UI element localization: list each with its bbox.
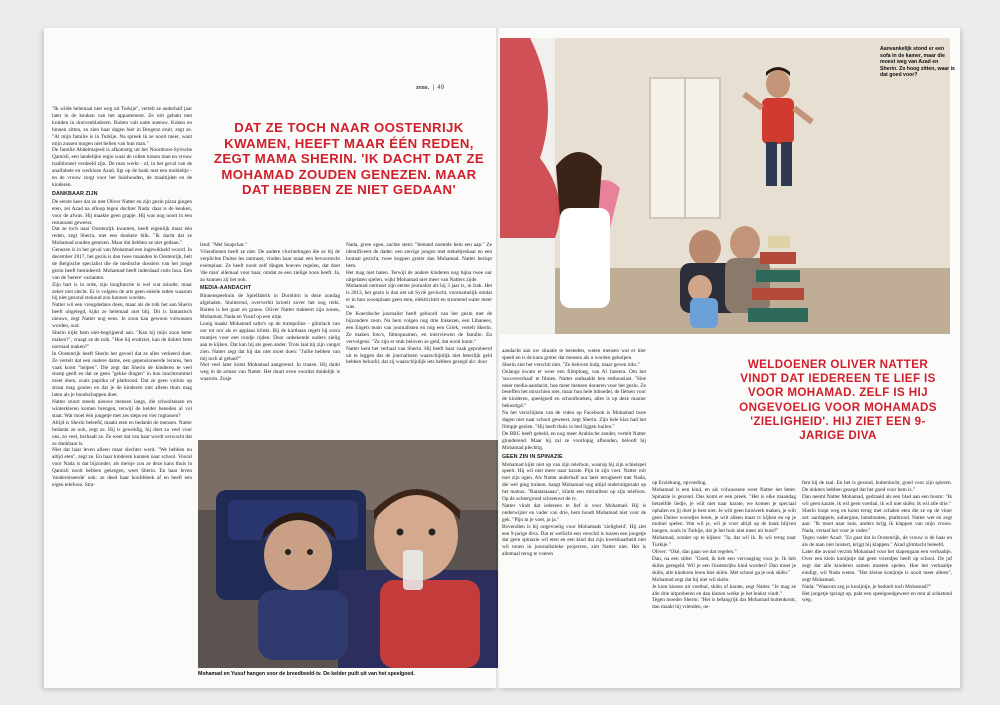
paragraph: De familie Abdelmajeed is afkomstig uit het Noordoost-Syrische Qamisli, een landelijke regio waar de rollen tussen man en vrouw traditioneel verdeeld zijn. De man werkt - of, in het geval van de analfabete en werkloze Azad, ligt op de bank met een mobieltje - en de vrouw zorgt voor het huishouden, de maaltijden en de kinderen.: [52, 147, 192, 188]
paragraph: Niet veel later komt Mohamad aangerend. In tranen. Hij duikt weg in de armen van Natter. Het duurt even voordat duidelijk is waarom. Zusje: [200, 362, 340, 383]
paragraph: Later die avond verzint Mohamad voor het slapengaan een verhaaltje. Over een klein konijntje dat geen vriendjes heeft op school. De juf zegt dat alle kinderen samen moeten spelen. Hoe het verhaaltje eindigt, wil Nada weten. "Het kleine konijntje is nooit meer alleen", zegt Mohamad.: [802, 549, 952, 583]
column-1: [52, 106, 192, 684]
paragraph: Oliver: "Oké, dan gaan we dat regelen.": [652, 549, 737, 556]
paragraph: lend: "Met Snapchat.": [200, 242, 247, 248]
paragraph: Mohamad zegt dat hij niet wil skiën.: [652, 576, 730, 583]
subheading-dankbaar-zijn: DANKBAAR ZIJN: [52, 190, 98, 197]
subheading-media-aandacht: MEDIA-AANDACHT: [200, 285, 252, 292]
caption-right-photo: Aanvankelijk stond er een sofa in de kamer, maar die moest weg van Azad en Sherin. Zo hoog zitten, waar is dat goed voor?: [880, 46, 955, 79]
paragraph: Bovendien is hij ongevoelig voor Mohamads 'zieligheid'. Hij ziet een 9-jarige diva. Dat er wellicht een verschil is tussen een jongetje dat geen spinazie wil eten en een kind dat zijn kwetsbaarheid niet wil tonen in journalistieke projecten, ziet Natter niet. Het is allemaal terug te voeren: [502, 523, 646, 558]
photo-boys-tv: [198, 440, 498, 668]
paragraph: Onlangs kwam er weer een filmploeg, van Al Jazeera. Om het 'succesverhaal' te filmen. Natter onthaalde hen enthousiast. "Hoe meer media-aandacht, hoe meer mensen doneren voor het gezin. Ze beseffen het misschien niet, maar hun hele inboedel, de fietsen voor de kinderen, speelgoed en schoolboeken, alles is op deze manier bekostigd.": [502, 368, 646, 410]
pull-quote-1: DAT ZE TOCH NAAR OOSTENRIJK KWAMEN, HEEFT MAAR ÉÉN REDEN, ZEGT MAMA SHERIN. 'IK DACHT DAT ZE MOHAMAD ZOUDEN GENEZEN. MAAR DAT HEBBEN ZE NIET GEDAAN': [213, 120, 485, 198]
paragraph: Niet dat haar leven alleen maar slechter werd. "We hebben nu altijd eten", zegt ze. En haar kinderen kunnen naar school. Vooral voor Nada is dat bijzonder, als meisje zou ze deze kans thuis in Qamisli nooit hebben gekregen, weet Sherin. En haar leven 'moderniseerde' ook: ze deed haar hoofddoek af en heeft een eigen telefoon. Stra-: [52, 447, 192, 488]
paragraph: Mohamad ontmoet zijn eerste journalist als hij 3 jaar is, in Irak. Het is 2013, het gezin is dan net uit Syrië gevlucht, voornamelijk omdat er in hun woonplaats geen eten, elektriciteit en stromend water meer was.: [346, 283, 492, 311]
paragraph: "Ik wilde helemaal niet weg uit Turkije", vertelt ze anderhalf jaar later in de keuken van het appartement. Ze rolt gehakt met kruiden in druivenbladeren. Buiten valt natte sneeuw. Koken en binnen zitten, zo zien haar dagen hier in Bregenz eruit, zegt ze. "Al mijn familie is in Turkije. Na spreek ik ze nooit meer, want mijn zussen mogen niet bellen van hun man.": [52, 106, 192, 147]
paragraph: Sherin loopt weg en komt terug met schalen eten die ze op de vloer zet: aardappels, aubergine, lamsbouten, platbrood. Natter wet en zegt aan: "Ik moet naar huis, anders krijg ik klappen van mijn vrouw. Nada, vertaal het voor je vader.": [802, 507, 952, 535]
paragraph: Dat ze toch naar Oostenrijk kwamen, heeft eigenlijk maar één reden, zegt Sherin, met een donkere blik. "Ik dacht dat ze Mohamad zouden genezen. Maar dat hebben ze niet gedaan.": [52, 226, 192, 247]
right-page: [498, 28, 960, 688]
paragraph: Nada, grote ogen, zachte stem: "Iemand noemde hem een aap." Ze identificeert de dader: een stevige jongen met stekeltjeshaar en een brutaal gezicht, twee koppen groter dan Mohamad. Natter berispt hem.: [346, 242, 492, 269]
paragraph: Natter stuurt steeds nieuwe mensen langs, die schooltassen en winterkleren komen brengen, terwijl de kelder beneden al vol staat. Wat moet één jongetje met zes steps en vier rugtassen?: [52, 399, 192, 419]
paragraph: De eerste keer dat ze met Oliver Natter en zijn gezin pizza gingen eten, zei Azad na afloop tegen dochter Nada: daar is de keuken, voor de afwas. Hij maakte geen grapje. Hij was nog nooit in een restaurant geweest.: [52, 198, 192, 226]
paragraph: In Oostenrijk heeft Sherin het gevoel dat ze alles verkeerd doet. Ze vertelt dat een oudere dame, een gepensioneerde lerares, hen vaak komt "helpen". Die zegt dat Sherin de kinderen te veel snoep geeft en dat ze geen "gekke dingen" in hun lunchtrommel moet doen, zoals paprika of platbrood. Dat ze geen vuilnis op straat mag gooien en dat je de kinderen niet alleen thuis mag laten als je boodschappen doet.: [52, 350, 192, 399]
paragraph: Sherin kijkt hem niet-begrijpend aan. "Kan hij mijn zoon beter maken?", vraagt ze de tolk. "Hoe hij eruitziet, kan de dokter hem normaal maken?": [52, 330, 192, 350]
paragraph: Het jongetje springt op, pakt een speelgoedgeweer en rent al schietend weg.: [802, 590, 952, 604]
brand-logo: zeno.: [416, 85, 430, 91]
paragraph: Sherin ziet het verschil niet. "Ze beloven hulp, maar geven niks.": [502, 361, 641, 368]
paragraph: Natter kent het verhaal van Sherin. Hij heeft haar vaak geprobeerd uit te leggen dat de journalisten waarschijnlijk niet letterlijk geld hebben beloofd, dat zij waarschijnlijk iets hebben gezegd als: door: [346, 345, 492, 366]
left-page: [44, 28, 498, 688]
paragraph: Dan, na een stilte: "Goed, ik heb een vervanging voor je. Ik heb skiles geregeld. Wil je een Oostenrijks kind worden? Dan moet je skiën, alle kinderen leren hier skiën. Met school ga je ook skiën.": [652, 555, 796, 576]
paragraph: Dan neemt Natter Mohamad, gedraaid als een blad aan een boom: "Ik wil geen karate, ik wil geen voetbal, ik wil niet skiën: ik wil alle drie.": [802, 493, 952, 507]
paragraph: Mohamad, zonder op te kijken: "Ja, dat wil ik. Ik wil terug naar Turkije.": [652, 535, 796, 549]
column-6: [802, 480, 952, 684]
paragraph: Het mag niet baten. Terwijl de andere kinderen nog bijna twee uur uitgelaten spelen, wijkt Mohamad niet meer van Natters zijde.: [346, 269, 492, 283]
paragraph: Lenig maakt Mohamad salto's op de trampoline - glimlach van oor tot oor als er applaus klinkt. Bij de kartbaan regelt hij extra muntjes voor een rondje rijden. Door onbekende ouders zielig aan te kijken. Dat kan hij als geen ander. Trots laat hij zijn vangst zien. Natter zegt dat hij dat niet moet doen: "Jullie hebben van mij toch al gehad?": [200, 320, 340, 362]
paragraph: Na het verschijnen van de video op Facebook is Mohamad twee dagen niet naar school geweest, zegt Sherin. Zijn hele klas had het filmpje gezien. "Hij heeft thuis in bed liggen huilen.": [502, 410, 646, 430]
paragraph: Tegen moeder Sherin: "Het is belangrijk dat Mohamad buitenkomt, dan maakt hij vrienden, oe-: [652, 597, 796, 611]
paragraph: Natter vindt dat iedereen te lief is voor Mohamad. Hij is onderwijzer en vader van drie, hem houdt Mohamad niet voor de gek. "Pijn in je voet, ja ja.": [502, 502, 646, 523]
photo-family-room: [500, 38, 950, 334]
paragraph: Nada: "Waarom zeg je konijntje, je bedoelt toch Mohamad?": [802, 583, 932, 590]
paragraph: Binnenspeeltuin de Spielfabrik in Dornbirn is deze zondag afgeladen. Stuiterend, oververhit krioelt zover het oog reikt. Buiten is het guur en grauw. Oliver Natter trakteert zijn zonen, Mohamad, Nada en Yusuf op een uitje.: [200, 293, 340, 321]
paragraph: Mohamad is een kind, en als volwassene weet Natter het beter. Spinazie is gezond. Dus komt er een preek. "Het is elke maandag hetzelfde liedje, je wilt niet naar karate, we komen je speciaal ophalen en jij doet je best niet. Je wilt geen huiswerk maken, je wilt geen Duitse woordjes leren, je wilt alleen maar tv kijken en op je mobiel spelen. Wat wil je, wil je voor altijd op de bank blijven hangen, zoals in Turkije, dat je het huis niet meer uit kunt?": [652, 486, 796, 535]
paragraph: fent hij de taal. En het is gezond, buitenlucht, goed voor zijn spieren. De dokters hebben gezegd dat het goed voor hem is.": [802, 480, 952, 493]
paragraph: Zijn hart is in orde, zijn longfunctie is wel wat minder, maar zeker niet slecht. Er is volgens de arts geen enkele reden waarom hij niet gezond stokoud zou kunnen worden.: [52, 281, 192, 302]
column-4: [502, 348, 646, 684]
folio: zeno. | 49: [416, 85, 445, 91]
paragraph: aandacht aan uw situatie te besteden, weten mensen wat er hier speelt en is de kans groter dat mensen als u worden geholpen.: [502, 348, 646, 361]
subheading-geen-zin-in-spinazie: GEEN ZIN IN SPINAZIE: [502, 453, 563, 460]
column-5: [652, 480, 796, 684]
paragraph: Je kunt kiezen uit voetbal, skiën of karate, zegt Natter. "Je mag ze alle drie uitproberen en dan kiezen welke je het leukst vindt.": [652, 583, 796, 597]
paragraph: De Koerdische journalist heeft gehoord van het gezin met de bijzondere zoon. Na hem volgen nog drie Irakezen, een Libanees, een Engels team van journalisten en nog een Griek, vertelt Sherin. Ze maken foto's, filmopnamen, en interviewen de familie. En vervolgens: "Ze zijn er stuk beloven ze geld, dat nooit komt.": [346, 311, 492, 345]
paragraph: Tegen vader Azad: "Zo gaat dat in Oostenrijk, de vrouw is de baas en als de man niet luistert, krijgt hij klappen." Azad glimlacht beleefd.: [802, 535, 952, 549]
paragraph: Genezen is in het geval van Mohamad een ingewikkeld woord. In december 2017, het gezin is dan twee maanden in Oostenrijk, belt de Belgische specialist die de medische dossiers van het jonge gezin heeft bestudeerd: Mohamad heeft inderdaad cutis laxa. Een van de 'betere' varianten.: [52, 247, 192, 281]
paragraph: Vriendinnen heeft ze niet. De andere vluchtelingen die ze bij de verplichte Duitse les ontmoet, vinden haar maar een bevoorrecht exemplaar. Ze heeft nooit zelf dingen hoeven regelen, dat doet 'die man' allemaal voor haar, omdat ze een zielige zoon heeft. Ja, zo kunnen zij het ook.: [200, 248, 340, 283]
column-3: [346, 242, 492, 464]
paragraph: Altijd is Sherin beleefd, maakt eten en bedankt de mensen. Natter bedankt ze ook, zegt ze. Hij is geweldig, hij doet zo veel voor ons, zo veel, herhaalt ze. Ze weet dat van haar wordt verwacht dat ze dankbaar is.: [52, 419, 192, 447]
paragraph: Mohamad kijkt niet op van zijn telefoon, waarop hij zijn schietspel speelt. Hij wil niet meer naar karate. Pijn in zijn voet. Natter rolt met zijn ogen. Als Natter anderhalf uur later terugkeert met Nada, die wel ging trainen, hangt Mohamad nog altijd onderuitgezakt op het matras. "Ratatataaaaa", klinkt een mitrailleur op zijn telefoon. Op de achtergrond schreeuwt de tv.: [502, 461, 646, 503]
paragraph: op Erziehung, opvoeding.: [652, 480, 707, 486]
paragraph: Natter wil een vreugdedans doen, maar als de tolk het aan Sherin heeft uitgelegd, kijkt ze helemaal niet blij. Dit is fantastisch nieuws, zegt Natter nog eens. Je zoon kan gewoon volwassen worden, oud.: [52, 302, 192, 330]
caption-left-photo: Mohamad en Yusuf hangen voor de breedbeeld-tv. De kelder puilt uit van het speelgoed.: [198, 671, 415, 677]
pull-quote-2: WELDOENER OLIVER NATTER VINDT DAT IEDEREEN TE LIEF IS VOOR MOHAMAD. ZELF IS HIJ ONGEVOELIG VOOR MOHAMADS 'ZIELIGHEID'. HIJ ZIET EEN 9-JARIGE DIVA: [739, 358, 937, 443]
column-2: [200, 242, 340, 464]
paragraph: De BBC heeft gebeld, en nog meer Arabische zender, vertelt Natter glunderend. Maar hij zal ze voorlopig afhouden, belooft hij Mohamad plechtig.: [502, 430, 646, 451]
spine-gutter: [496, 28, 500, 688]
page-number: 49: [437, 85, 445, 91]
